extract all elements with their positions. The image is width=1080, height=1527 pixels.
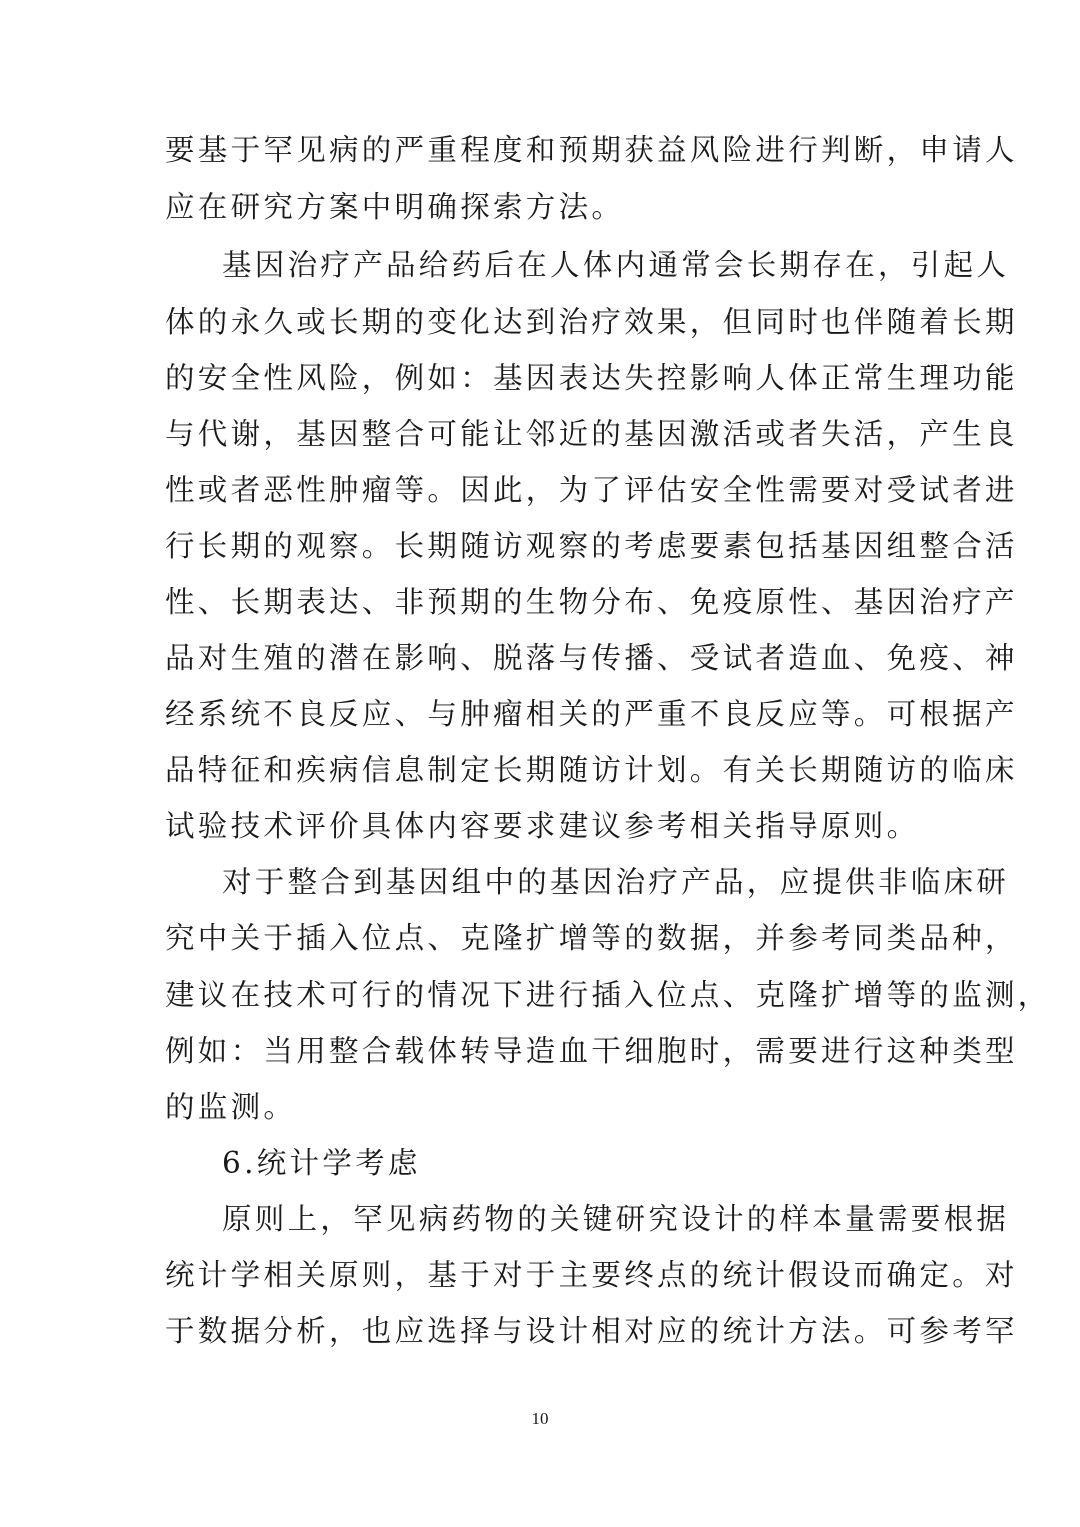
text-line: 性、长期表达、非预期的生物分布、免疫原性、基因治疗产 xyxy=(165,585,1018,619)
page-number: 10 xyxy=(531,1409,549,1428)
text-line: 的监测。 xyxy=(165,1090,297,1124)
text-line: 经系统不良反应、与肿瘤相关的严重不良反应等。可根据产 xyxy=(165,697,1018,731)
paragraph-first-line: 基因治疗产品给药后在人体内通常会长期存在，引起人 xyxy=(222,248,1010,282)
text-line: 的安全性风险，例如：基因表达失控影响人体正常生理功能 xyxy=(165,361,1018,395)
text-line: 体的永久或长期的变化达到治疗效果，但同时也伴随着长期 xyxy=(165,305,1018,339)
text-line: 例如：当用整合载体转导造血干细胞时，需要进行这种类型 xyxy=(165,1034,1018,1068)
text-line: 应在研究方案中明确探索方法。 xyxy=(165,190,625,224)
text-line: 品特征和疾病信息制定长期随访计划。有关长期随访的临床 xyxy=(165,753,1018,787)
text-line: 试验技术评价具体内容要求建议参考相关指导原则。 xyxy=(165,809,920,843)
text-line: 建议在技术可行的情况下进行插入位点、克隆扩增等的监测， xyxy=(165,978,1051,1012)
text-line: 究中关于插入位点、克隆扩增等的数据，并参考同类品种， xyxy=(165,921,1018,955)
paragraph-first-line: 原则上，罕见病药物的关键研究设计的样本量需要根据 xyxy=(222,1202,1010,1236)
section-heading: 6.统计学考虑 xyxy=(222,1146,421,1180)
text-line: 品对生殖的潜在影响、脱落与传播、受试者造血、免疫、神 xyxy=(165,641,1018,675)
text-line: 性或者恶性肿瘤等。因此，为了评估安全性需要对受试者进 xyxy=(165,473,1018,507)
text-line: 要基于罕见病的严重程度和预期获益风险进行判断，申请人 xyxy=(165,133,1018,167)
paragraph-first-line: 对于整合到基因组中的基因治疗产品，应提供非临床研 xyxy=(222,865,1010,899)
text-line: 行长期的观察。长期随访观察的考虑要素包括基因组整合活 xyxy=(165,529,1018,563)
text-line: 统计学相关原则，基于对于主要终点的统计假设而确定。对 xyxy=(165,1258,1018,1292)
text-line: 与代谢，基因整合可能让邻近的基因激活或者失活，产生良 xyxy=(165,417,1018,451)
text-line: 于数据分析，也应选择与设计相对应的统计方法。可参考罕 xyxy=(165,1314,1018,1348)
